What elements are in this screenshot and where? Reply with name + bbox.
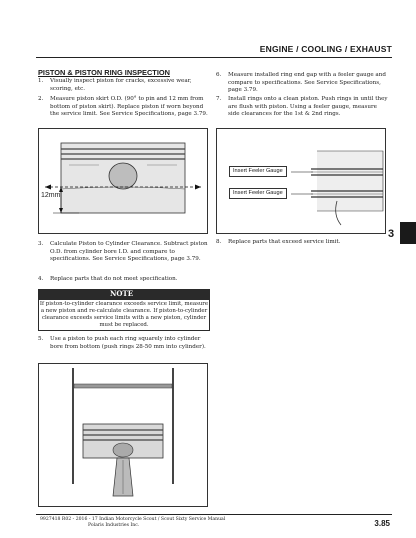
step-text: Replace parts that exceed service limit. <box>228 239 341 245</box>
step-3 <box>38 241 210 264</box>
piston-measurement-figure <box>38 128 208 234</box>
step-8 <box>216 239 390 247</box>
step-number: 1. <box>38 78 44 84</box>
step-text: Replace parts that do not meet specification. <box>50 276 178 282</box>
step-text: Use a piston to push each ring squarely into cylinder bore from bottom (push rings 28-50 mm into cylinder). <box>50 336 206 350</box>
note-text: If piston-to-cylinder clearance exceeds service limit, measure a new piston and re-calculate clearance. If piston-to-cylinder clearance exceeds service limits with a new piston, cylinder must be replaced. <box>39 301 209 328</box>
chapter-tab <box>400 222 416 244</box>
step-number: 8. <box>216 239 222 245</box>
step-5 <box>38 336 210 351</box>
header-divider <box>36 57 392 58</box>
ring-in-bore-figure <box>38 363 208 507</box>
step-4 <box>38 276 210 284</box>
feeler-gauge-figure <box>216 128 386 234</box>
footer-text <box>40 517 225 529</box>
step-text: Calculate Piston to Cylinder Clearance. Subtract piston O.D. from cylinder bore I.D. and compare to specifications. See Service Specifications, page 3.79. <box>50 241 208 263</box>
step-7 <box>216 96 390 119</box>
step-text: Measure piston skirt O.D. (90° to pin and 12 mm from bottom of piston skirt). Replace piston if worn beyond the service limit. See Service Specifications, page 3.79. <box>50 96 208 118</box>
step-2 <box>38 96 210 119</box>
step-number: 7. <box>216 96 222 102</box>
page-header-title: ENGINE / COOLING / EXHAUST <box>259 44 392 54</box>
step-6 <box>216 72 390 95</box>
note-label: NOTE <box>110 289 134 298</box>
step-text: Visually inspect piston for cracks, excessive wear, scoring, etc. <box>50 78 192 92</box>
chapter-number: 3 <box>388 228 395 240</box>
step-number: 6. <box>216 72 222 78</box>
note-header <box>38 289 210 299</box>
section-title: PISTON & PISTON RING INSPECTION <box>38 68 170 77</box>
piston-diagram <box>39 129 207 233</box>
page-number: 3.85 <box>374 519 390 528</box>
step-number: 4. <box>38 276 44 282</box>
footer-line-2: Polaris Industries Inc. <box>88 523 140 528</box>
step-text: Install rings onto a clean piston. Push rings in until they are flush with piston. Using a feeler gauge, measure side clearances for the 1st & 2nd rings. <box>228 96 388 118</box>
step-text: Measure installed ring end gap with a feeler gauge and compare to specifications. See Service Specifications, page 3.79. <box>228 72 386 94</box>
feeler-gauge-label-lower: Insert Feeler Gauge <box>229 188 287 199</box>
dimension-label: 12mm <box>41 192 61 199</box>
step-number: 5. <box>38 336 44 342</box>
step-number: 3. <box>38 241 44 247</box>
footer-divider <box>36 514 392 515</box>
step-1 <box>38 78 210 93</box>
ring-clearance-diagram <box>217 129 385 233</box>
step-number: 2. <box>38 96 44 102</box>
footer-line-1: 9927418 R02 - 2016 - 17 Indian Motorcycle Scout / Scout Sixty Service Manual <box>40 517 226 522</box>
feeler-gauge-label-upper: Insert Feeler Gauge <box>229 166 287 177</box>
note-box <box>38 299 210 331</box>
piston-in-bore-diagram <box>39 364 207 506</box>
